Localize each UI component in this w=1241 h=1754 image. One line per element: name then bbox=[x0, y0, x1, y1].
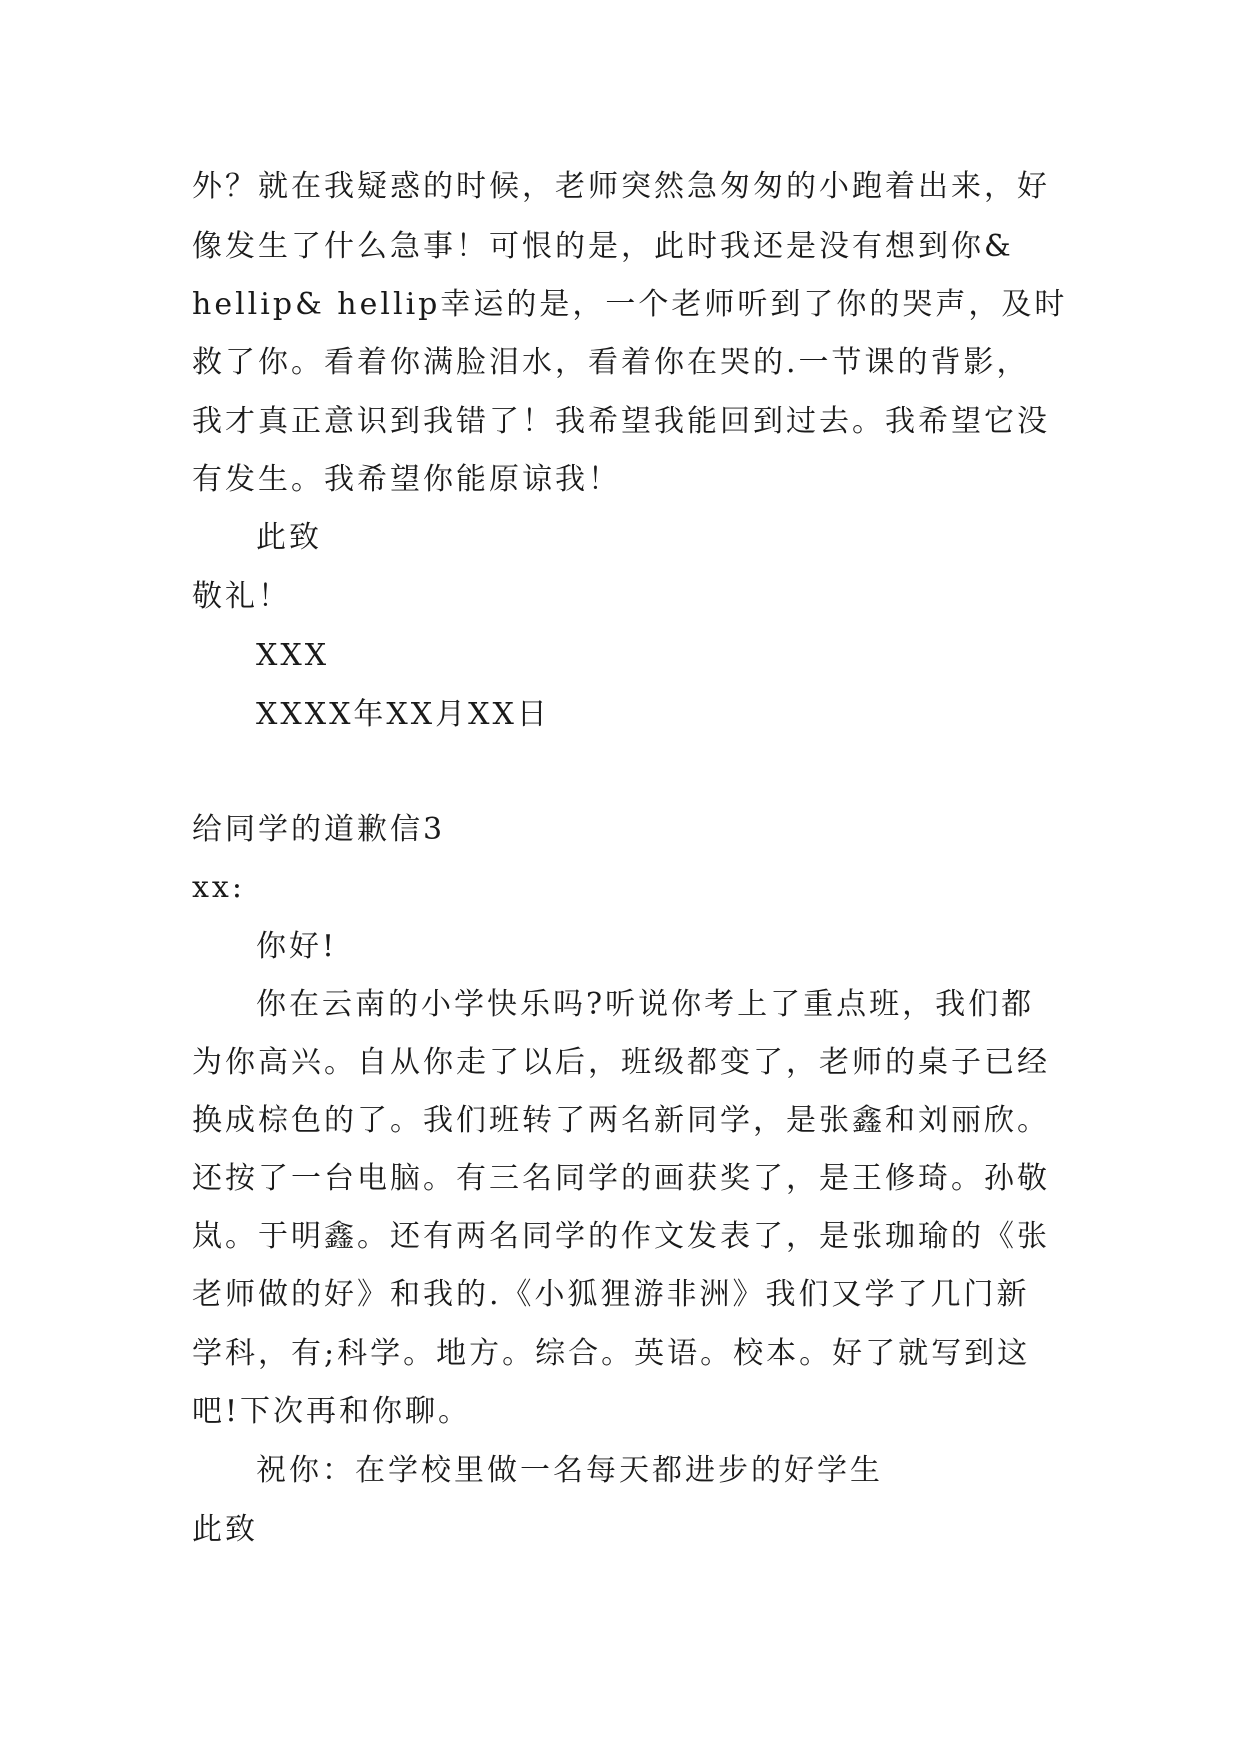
section-title: 给同学的道歉信3 bbox=[192, 812, 446, 847]
body-line: 为你高兴。自从你走了以后，班级都变了，老师的桌子已经 bbox=[192, 1045, 1050, 1080]
closing-respect: 敬礼！ bbox=[192, 579, 291, 614]
date: XXXX年XX月XX日 bbox=[256, 697, 550, 732]
greeting: 你好! bbox=[256, 929, 338, 964]
recipient: xx: bbox=[192, 870, 245, 905]
body-line: 吧!下次再和你聊。 bbox=[192, 1394, 472, 1429]
body-line: 你在云南的小学快乐吗?听说你考上了重点班，我们都 bbox=[256, 987, 1035, 1022]
body-line: 岚。于明鑫。还有两名同学的作文发表了，是张珈瑜的《张 bbox=[192, 1219, 1050, 1254]
body-line: 像发生了什么急事！可恨的是，此时我还是没有想到你& bbox=[192, 229, 1014, 264]
wish-line: 祝你：在学校里做一名每天都进步的好学生 bbox=[256, 1453, 883, 1488]
body-line: 有发生。我希望你能原谅我！ bbox=[192, 462, 621, 497]
body-line: 学科，有;科学。地方。综合。英语。校本。好了就写到这 bbox=[192, 1336, 1031, 1371]
body-line: 老师做的好》和我的.《小狐狸游非洲》我们又学了几门新 bbox=[192, 1277, 1030, 1312]
body-line: 还按了一台电脑。有三名同学的画获奖了，是王修琦。孙敬 bbox=[192, 1161, 1050, 1196]
body-line: 外？就在我疑惑的时候，老师突然急匆匆的小跑着出来，好 bbox=[192, 169, 1050, 204]
body-line: hellip& hellip幸运的是，一个老师听到了你的哭声，及时 bbox=[192, 287, 1068, 322]
body-line: 换成棕色的了。我们班转了两名新同学，是张鑫和刘丽欣。 bbox=[192, 1103, 1050, 1138]
closing-salutation: 此致 bbox=[192, 1512, 258, 1547]
closing-salutation: 此致 bbox=[256, 520, 322, 555]
signature: XXX bbox=[256, 638, 330, 673]
body-line: 我才真正意识到我错了！我希望我能回到过去。我希望它没 bbox=[192, 404, 1050, 439]
body-line: 救了你。看着你满脸泪水，看着你在哭的.一节课的背影， bbox=[192, 345, 1030, 380]
